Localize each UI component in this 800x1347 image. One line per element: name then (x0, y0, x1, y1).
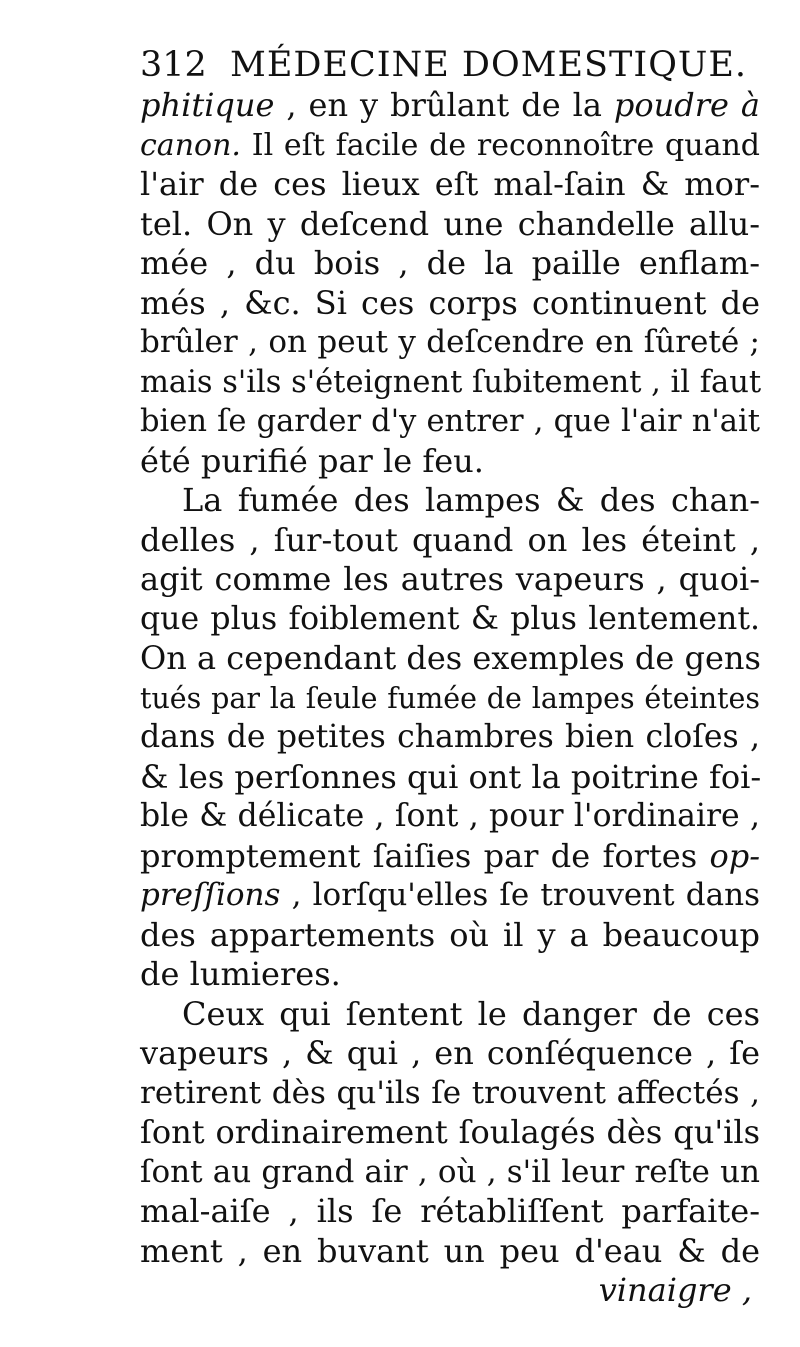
text-line (140, 244, 760, 284)
text-line (140, 205, 760, 245)
italic-text: canon. (140, 127, 241, 163)
text-segment: de lumieres. (140, 955, 341, 993)
text-line (140, 837, 760, 877)
text-segment: brûler , on peut y deſcendre en ſûreté ; (140, 324, 760, 360)
italic-text: preſſions (140, 877, 281, 913)
italic-text: poudre à (613, 86, 761, 124)
text-segment: bien ſe garder d'y entrer , que l'air n'ait (140, 404, 760, 439)
text-segment: vapeurs , & qui , en conſéquence , ſe (140, 1034, 760, 1072)
text-segment: promptement ſaiſies par de fortes (140, 836, 710, 875)
text-segment: tel. On y deſcend une chandelle allu- (140, 204, 760, 243)
text-line (140, 284, 760, 324)
text-line (140, 1074, 760, 1114)
text-line (140, 521, 760, 561)
text-segment: des appartements où il y a beaucoup (140, 915, 760, 954)
text-segment: mais s'ils s'éteignent ſubitement , il faut (140, 364, 762, 400)
text-segment: & les perſonnes qui ont la poitrine foi- (140, 757, 762, 796)
text-line (140, 363, 760, 403)
text-segment: retirent dès qu'ils ſe trouvent affectés , (140, 1074, 760, 1111)
text-line (140, 758, 760, 798)
text-segment: ſont ordinairement ſoulagés dès qu'ils (140, 1113, 760, 1151)
running-title: MÉDECINE DOMESTIQUE. (230, 45, 748, 85)
text-segment: dans de petites chambres bien cloſes , (140, 719, 760, 755)
text-line (140, 1192, 760, 1232)
text-segment: mée , du bois , de la paille enflam- (140, 244, 760, 282)
text-segment: ment , en buvant un peu d'eau & de (140, 1231, 760, 1270)
text-segment: Ceux qui ſentent le danger de ces (182, 994, 760, 1033)
italic-text: phitique (140, 86, 275, 124)
text-segment: que plus foiblement & plus lentement. (140, 600, 760, 637)
text-segment: , en y brûlant de la (274, 86, 614, 124)
text-line (140, 916, 760, 956)
text-line (140, 402, 760, 442)
text-segment: tués par la ſeule fumée de lampes éteintes (140, 681, 760, 715)
text-segment: été purifié par le feu. (140, 441, 484, 480)
text-line (140, 639, 760, 679)
text-segment: Il eſt facile de reconnoître quand (240, 127, 760, 163)
text-line (140, 86, 760, 126)
body-text (140, 86, 760, 1311)
text-segment: ſont au grand air , où , s'il leur reſte un (140, 1153, 760, 1190)
text-segment: delles , ſur-tout quand on les éteint , (140, 520, 760, 559)
text-line (140, 323, 760, 363)
text-line (140, 995, 760, 1035)
text-segment: més , &c. Si ces corps continuent de (140, 283, 760, 322)
text-segment: La fumée des lampes & des chan- (182, 481, 760, 519)
text-line (140, 1153, 760, 1193)
text-line (140, 876, 760, 916)
text-segment: On a cependant des exemples de gens (140, 639, 761, 677)
text-line (140, 1113, 760, 1153)
text-segment: ble & délicate , ſont , pour l'ordinaire , (140, 798, 760, 834)
text-line (140, 679, 760, 719)
text-segment: mal-aiſe , ils ſe rétabliſſent parfaite- (140, 1192, 760, 1230)
page-number: 312 (140, 45, 207, 85)
text-line (140, 1271, 760, 1311)
text-line (140, 1034, 760, 1074)
text-line (140, 718, 760, 758)
italic-text: op- (709, 836, 760, 875)
text-line (140, 797, 760, 837)
text-segment: agit comme les autres vapeurs , quoi- (140, 560, 760, 598)
text-line (140, 442, 760, 482)
text-line (140, 481, 760, 521)
text-line (140, 165, 760, 205)
text-segment: , lorſqu'elles ſe trouvent dans (280, 877, 760, 913)
italic-text: vinaigre , (598, 1271, 752, 1309)
text-line (140, 126, 760, 166)
text-line (140, 1232, 760, 1272)
text-line (140, 560, 760, 600)
text-line (140, 600, 760, 640)
running-head (140, 42, 760, 88)
text-segment: l'air de ces lieux eſt mal-ſain & mor- (140, 165, 760, 203)
text-line (140, 955, 760, 995)
